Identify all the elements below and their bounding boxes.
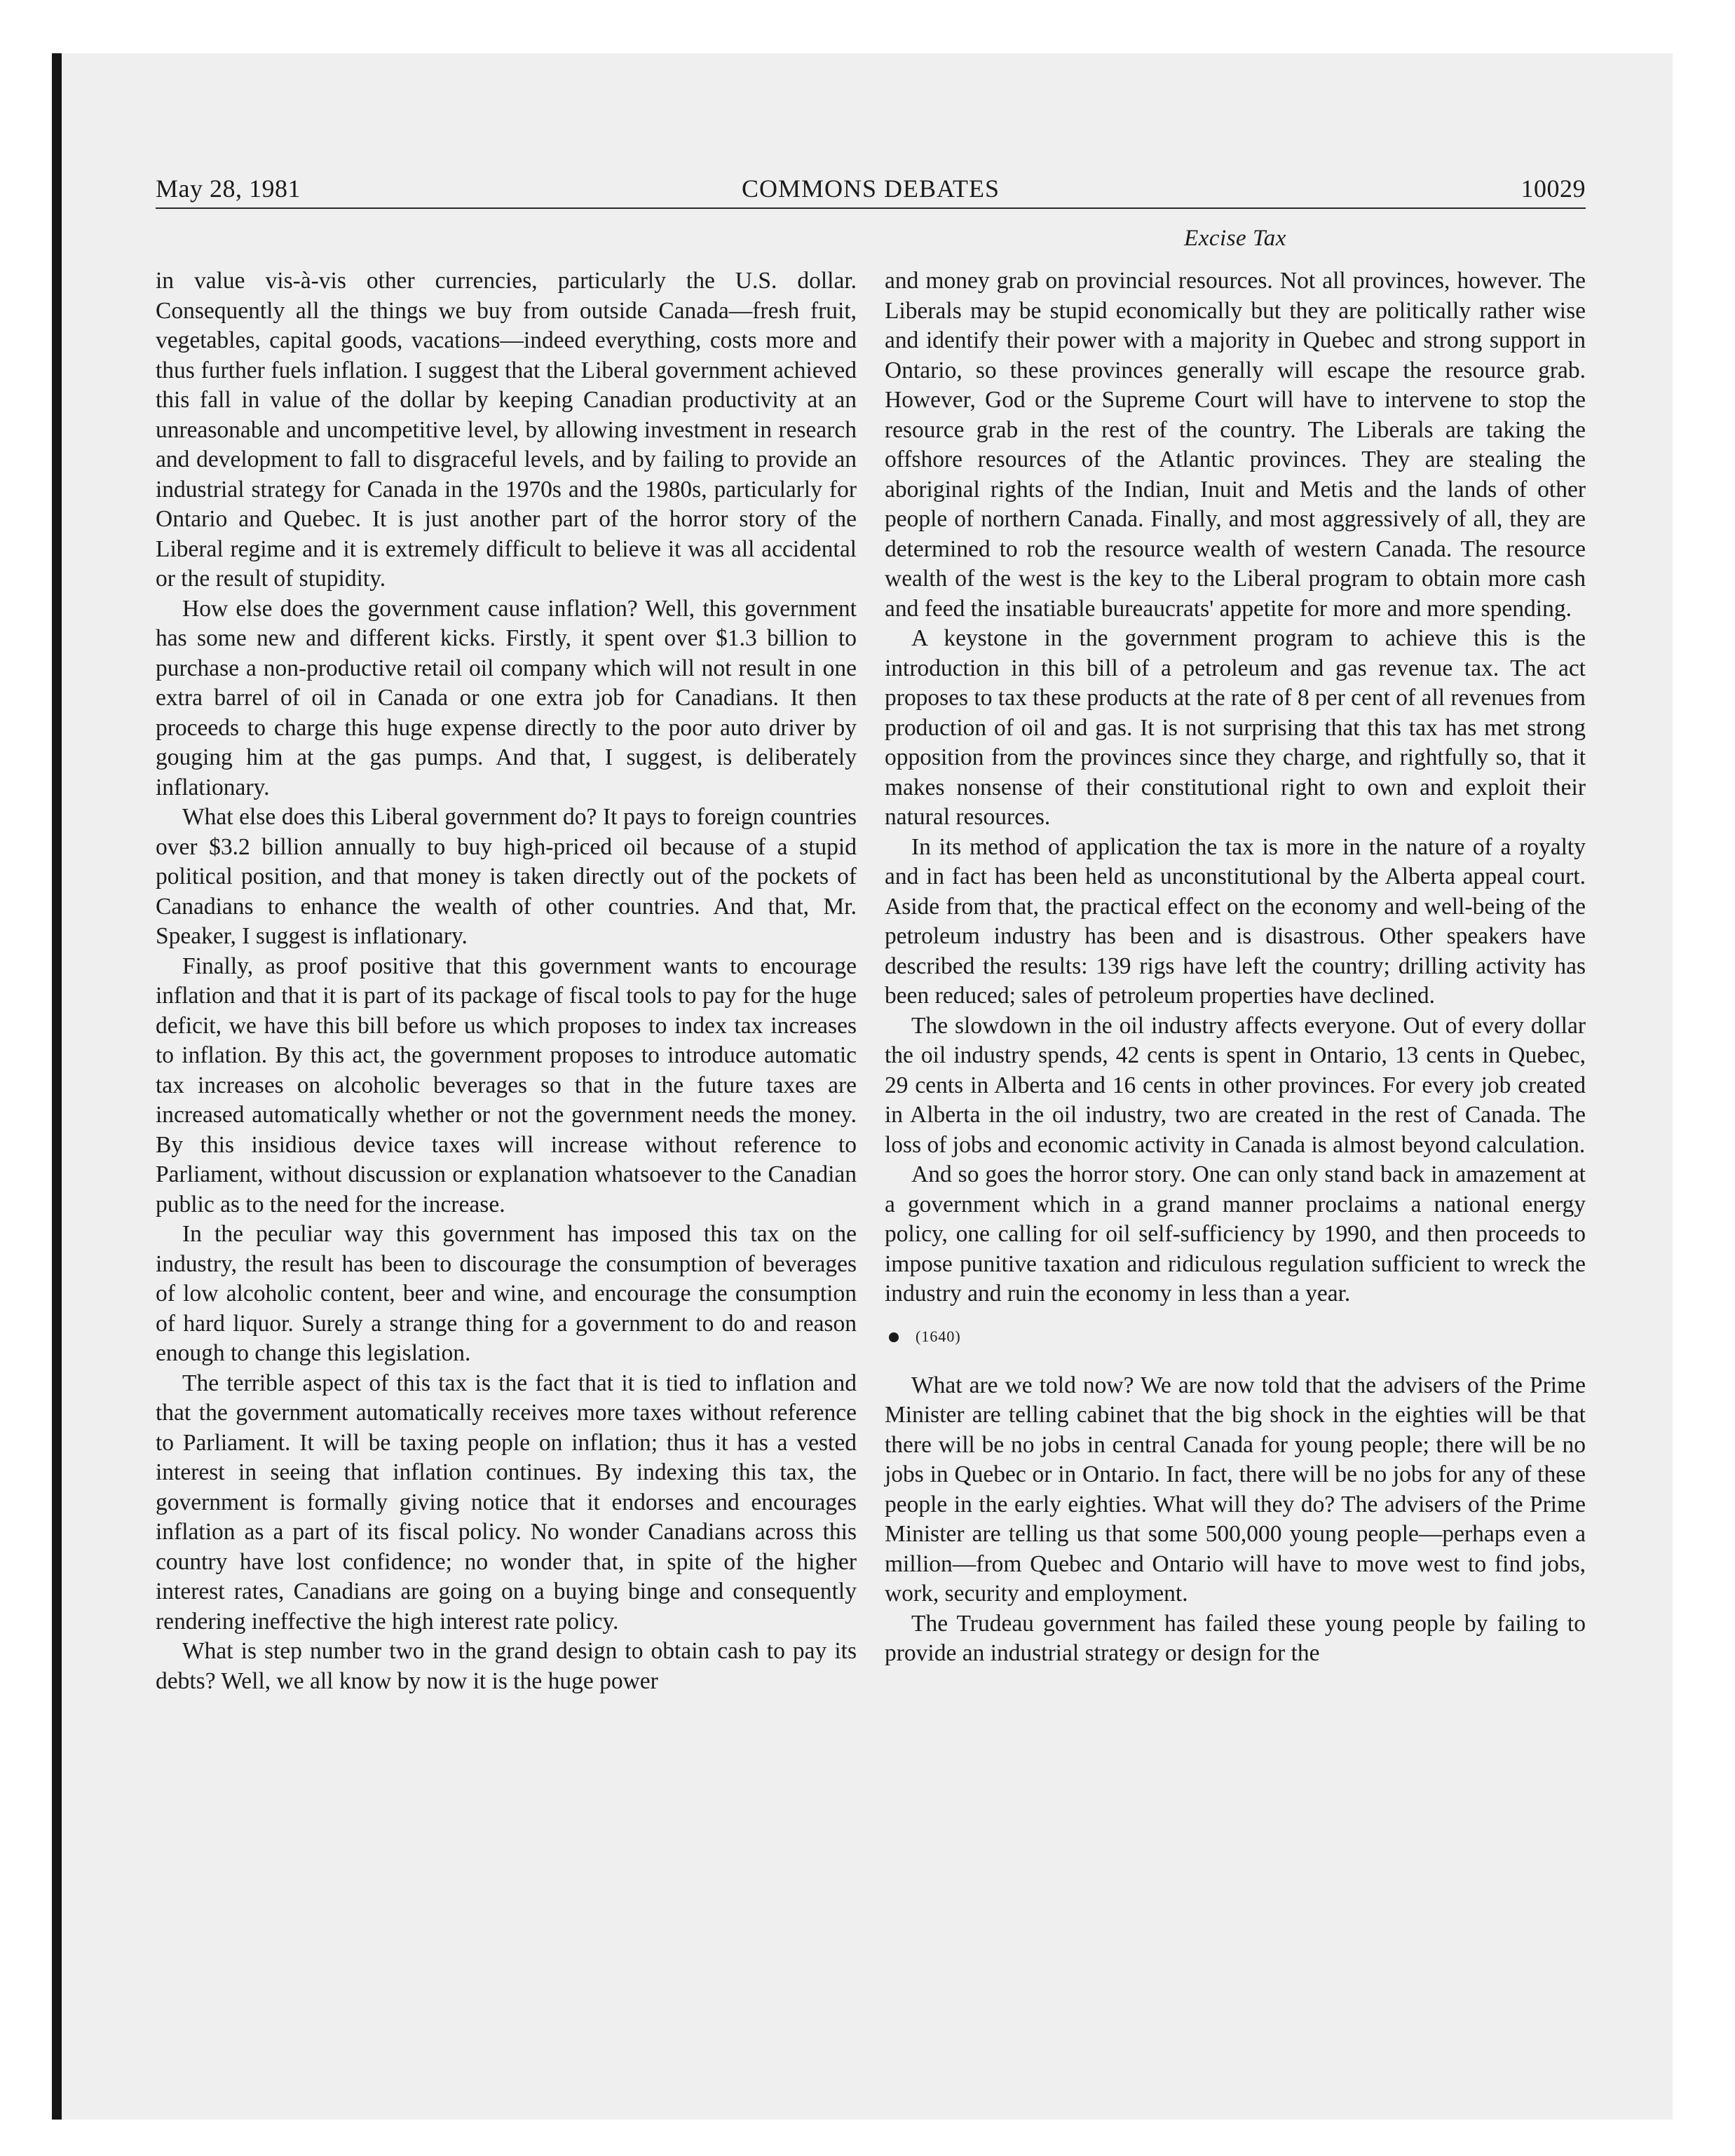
paragraph: What is step number two in the grand design to obtain cash to pay its debts? Well, we all know by now it is the huge power [156, 1638, 857, 1694]
right-column [885, 266, 1586, 1669]
section-title: Excise Tax [1184, 226, 1286, 251]
paragraph: What else does this Liberal government do? It pays to foreign countries over $3.2 billion annually to buy high-priced oil because of a stupid political position, and that money is taken directly out of the pockets of Canadians to enhance the wealth of other countries. And that, Mr. Speaker, I suggest is inflationary. [156, 804, 857, 949]
paragraph: In its method of application the tax is more in the nature of a royalty and in fact has been held as unconstitutional by the Alberta appeal court. Aside from that, the practical effect on the economy and well-being of the petroleum industry has been and is disastrous. Other speakers have described the results: 139 rigs have left the country; drilling activity has been reduced; sales of petroleum properties have declined. [885, 833, 1586, 1009]
paragraph: In the peculiar way this government has imposed this tax on the industry, the result has been to discourage the consumption of beverages of low alcoholic content, beer and wine, and encourage the consumption of hard liquor. Surely a strange thing for a government to do and reason enough to change this legislation. [156, 1221, 857, 1366]
page-header [156, 174, 1586, 209]
paragraph: A keystone in the government program to achieve this is the introduction in this bill of a petroleum and gas revenue tax. The act proposes to tax these products at the rate of 8 per cent of all revenues from production of oil and gas. It is not surprising that this tax has met strong opposition from the provinces since they charge, and rightfully so, that it makes nonsense of their constitutional right to own and exploit their natural resources. [885, 625, 1586, 830]
header-rule [156, 207, 1586, 209]
header-title: COMMONS DEBATES [741, 175, 1000, 203]
paragraph: What are we told now? We are now told that the advisers of the Prime Minister are telling cabinet that the big shock in the eighties will be that there will be no jobs in central Canada for young people; there will be no jobs in Quebec or in Ontario. In fact, there will be no jobs for any of these people in the early eighties. What will they do? The advisers of the Prime Minister are telling us that some 500,000 young people—perhaps even a million—from Quebec and Ontario will have to move west to find jobs, work, security and employment. [885, 1372, 1586, 1606]
paragraph: and money grab on provincial resources. Not all provinces, however. The Liberals may be stupid economically but they are politically rather wise and identify their power with a majority in Quebec and strong support in Ontario, so these provinces generally will escape the resource grab. However, God or the Supreme Court will have to intervene to stop the resource grab in the rest of the country. The Liberals are taking the offshore resources of the Atlantic provinces. They are stealing the aboriginal rights of the Indian, Inuit and Metis and the lands of other people of northern Canada. Finally, and most aggressively of all, they are determined to rob the resource wealth of western Canada. The resource wealth of the west is the key to the Liberal program to obtain more cash and feed the insatiable bureaucrats' appetite for more and more spending. [885, 268, 1586, 622]
left-column [156, 266, 857, 1696]
bullet-icon [889, 1332, 899, 1342]
paragraph: Finally, as proof positive that this government wants to encourage inflation and that it is part of its package of fiscal tools to pay for the huge deficit, we have this bill before us which proposes to index tax increases to inflation. By this act, the government proposes to introduce automatic tax increases on alcoholic beverages so that in the future taxes are increased automatically whether or not the government needs the money. By this insidious device taxes will increase without reference to Parliament, without discussion or explanation whatsoever to the Canadian public as to the need for the increase. [156, 953, 857, 1217]
header-date: May 28, 1981 [156, 175, 301, 203]
paragraph: The Trudeau government has failed these young people by failing to provide an industrial strategy or design for the [885, 1610, 1586, 1666]
paragraph: The slowdown in the oil industry affects everyone. Out of every dollar the oil industry spends, 42 cents is spent in Ontario, 13 cents in Quebec, 29 cents in Alberta and 16 cents in other provinces. For every job created in Alberta in the oil industry, two are created in the rest of Canada. The loss of jobs and economic activity in Canada is almost beyond calculation. [885, 1012, 1586, 1158]
paragraph: And so goes the horror story. One can only stand back in amazement at a government which in a grand manner proclaims a national energy policy, one calling for oil self-sufficiency by 1990, and then proceeds to impose punitive taxation and ridiculous regulation sufficient to wreck the industry and ruin the economy in less than a year. [885, 1161, 1586, 1306]
header-page-number: 10029 [1520, 175, 1586, 203]
paragraph: How else does the government cause inflation? Well, this government has some new and different kicks. Firstly, it spent over $1.3 billion to purchase a non-productive retail oil company which will not result in one extra barrel of oil in Canada or one extra job for Canadians. It then proceeds to charge this huge expense directly to the poor auto driver by gouging him at the gas pumps. And that, I suggest, is deliberately inflationary. [156, 595, 857, 800]
time-marker [885, 1322, 1586, 1353]
scan-left-edge [52, 53, 62, 2120]
paragraph: in value vis-à-vis other currencies, particularly the U.S. dollar. Consequently all the things we buy from outside Canada—fresh fruit, vegetables, capital goods, vacations—indeed everything, costs more and thus further fuels inflation. I suggest that the Liberal government achieved this fall in value of the dollar by keeping Canadian productivity at an unreasonable and uncompetitive level, by allowing investment in research and development to fall to disgraceful levels, and by failing to provide an industrial strategy for Canada in the 1970s and the 1980s, particularly for Ontario and Quebec. It is just another part of the horror story of the Liberal regime and it is extremely difficult to believe it was all accidental or the result of stupidity. [156, 268, 857, 592]
time-marker-label: (1640) [916, 1328, 961, 1346]
paragraph: The terrible aspect of this tax is the fact that it is tied to inflation and that the government automatically receives more taxes without reference to Parliament. It will be taxing people on inflation; thus it has a vested interest in seeing that inflation continues. By indexing this tax, the government is formally giving notice that it endorses and encourages inflation as a part of its fiscal policy. No wonder Canadians across this country have lost confidence; no wonder that, in spite of the higher interest rates, Canadians are going on a buying binge and consequently rendering ineffective the high interest rate policy. [156, 1370, 857, 1635]
